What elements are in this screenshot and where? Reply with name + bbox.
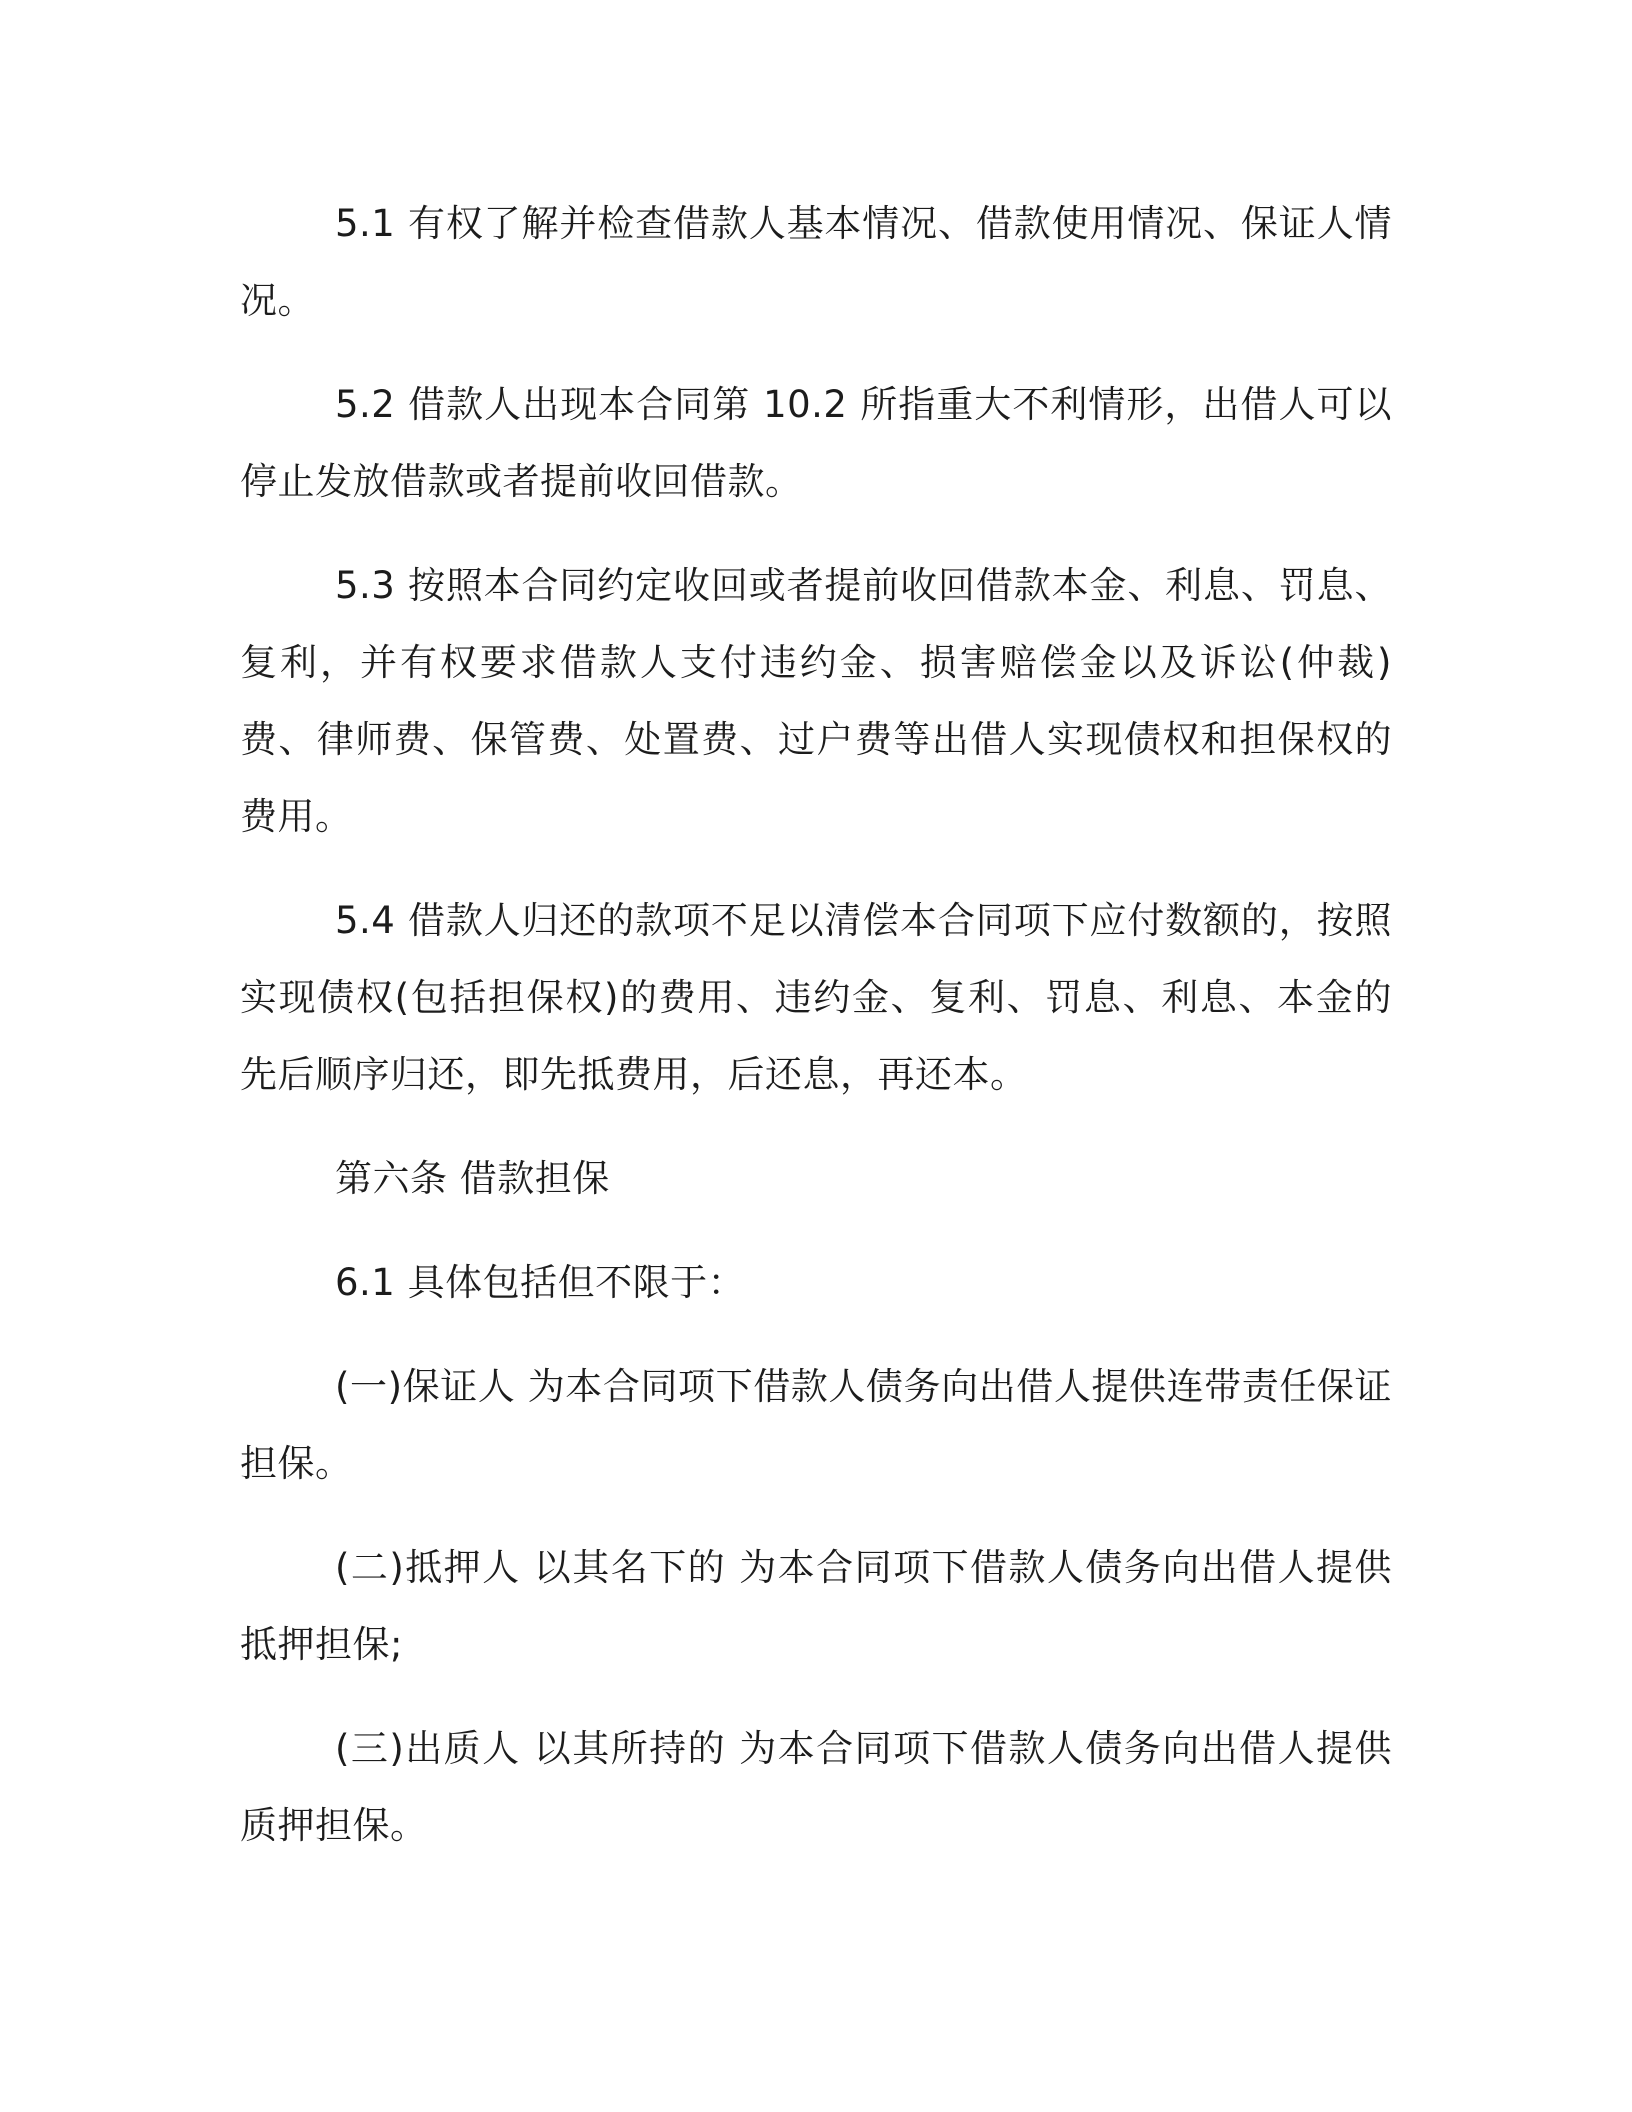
- article-6-heading: 第六条 借款担保: [335, 1157, 610, 1200]
- clause-6-1-item-3: (三)出质人 以其所持的 为本合同项下借款人债务向出借人提供质押担保。: [240, 1727, 1392, 1847]
- clause-5-4: 5.4 借款人归还的款项不足以清偿本合同项下应付数额的，按照实现债权(包括担保权)的费用、违约金、复利、罚息、利息、本金的先后顺序归还，即先抵费用，后还息，再还本。: [240, 899, 1392, 1096]
- clause-5-1: 5.1 有权了解并检查借款人基本情况、借款使用情况、保证人情况。: [240, 202, 1392, 322]
- clause-6-1-item-2: (二)抵押人 以其名下的 为本合同项下借款人债务向出借人提供抵押担保;: [240, 1546, 1392, 1666]
- document-body: [240, 185, 1392, 1891]
- clause-5-3: 5.3 按照本合同约定收回或者提前收回借款本金、利息、罚息、复利，并有权要求借款人支付违约金、损害赔偿金以及诉讼(仲裁)费、律师费、保管费、处置费、过户费等出借人实现债权和担保权的费用。: [240, 564, 1392, 838]
- clause-6-1-item-1: (一)保证人 为本合同项下借款人债务向出借人提供连带责任保证担保。: [240, 1365, 1392, 1485]
- clause-6-1: 6.1 具体包括但不限于：: [335, 1261, 746, 1304]
- clause-5-2: 5.2 借款人出现本合同第 10.2 所指重大不利情形，出借人可以停止发放借款或者提前收回借款。: [240, 383, 1392, 503]
